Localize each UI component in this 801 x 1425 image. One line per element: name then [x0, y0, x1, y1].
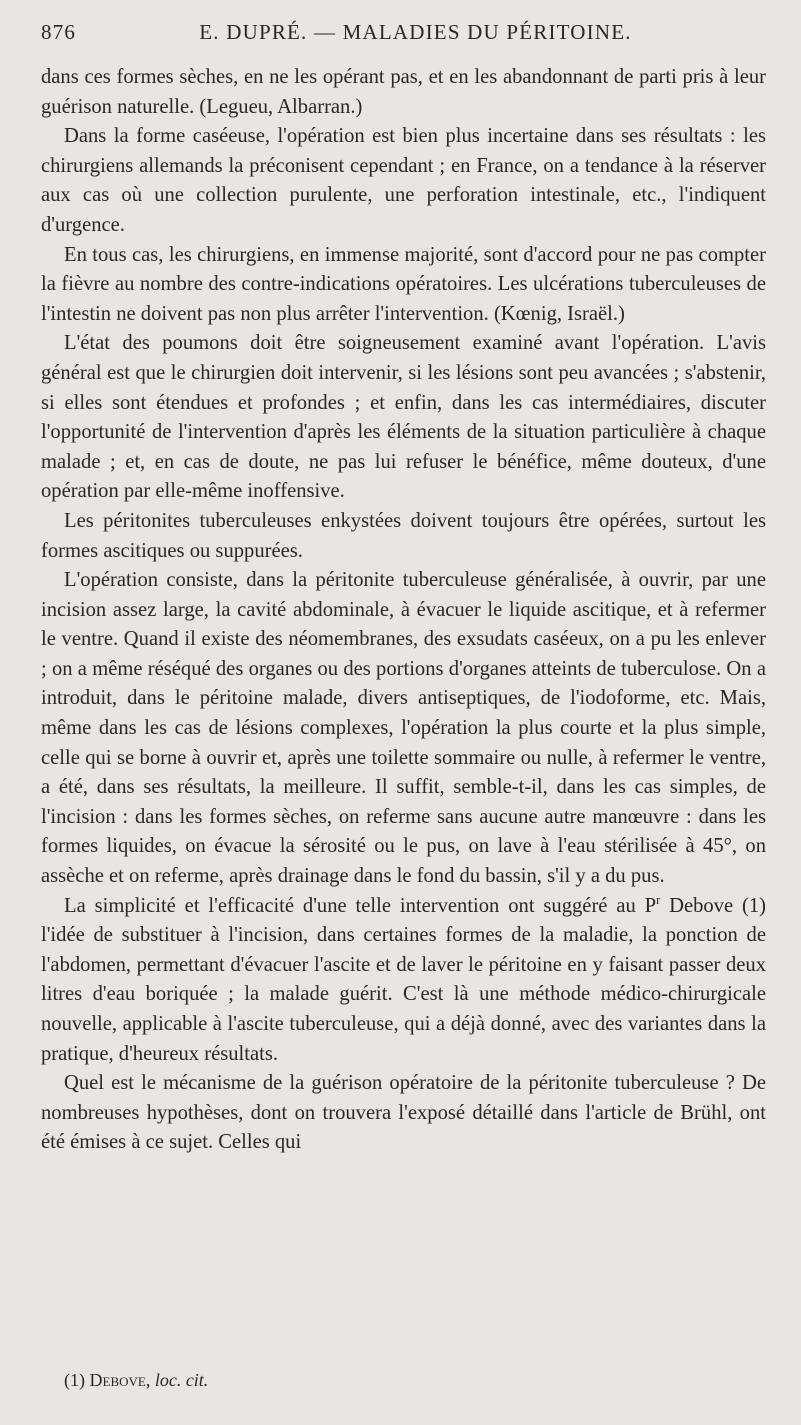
paragraph: Quel est le mécanisme de la guérison opératoire de la péritonite tuberculeuse ? De nombreuses hypothèses, dont on trouvera l'exposé détaillé dans l'article de Brühl, ont été émises à ce sujet. Celles qui: [41, 1072, 766, 1154]
running-title: E. DUPRÉ. — MALADIES DU PÉRITOINE.: [199, 20, 632, 44]
paragraph: Les péritonites tuberculeuses enkystées doivent toujours être opérées, surtout les formes ascitiques ou suppurées.: [41, 509, 766, 562]
paragraph: En tous cas, les chirurgiens, en immense majorité, sont d'accord pour ne pas compter la fièvre au nombre des contre-indications opératoires. Les ulcérations tuberculeuses de l'intestin ne doivent pas non plus arrêter l'intervention. (Kœnig, Israël.): [41, 243, 766, 325]
paragraph: dans ces formes sèches, en ne les opérant pas, et en les abandonnant de parti pris à leur guérison naturelle. (Legueu, Albarran.): [41, 66, 766, 118]
body-text: [41, 63, 766, 1158]
page-header: [41, 20, 766, 54]
footnote-author: Debove: [89, 1370, 146, 1390]
paragraph: Dans la forme caséeuse, l'opération est bien plus incertaine dans ses résultats : les chirurgiens allemands la préconisent cependant ; en France, on a tendance à la réserver aux cas où une collection purulente, une perforation intestinale, etc., l'indiquent d'urgence.: [41, 125, 766, 236]
paragraph: L'opération consiste, dans la péritonite tuberculeuse généralisée, à ouvrir, par une incision assez large, la cavité abdominale, à évacuer le liquide ascitique, et à refermer le ventre. Quand il existe des néomembranes, des exsudats caséeux, on a pu les enlever ; on a même réséqué des organes ou des portions d'organes atteints de tuberculose. On a introduit, dans le péritoine malade, divers antiseptiques, de l'iodoforme, etc. Mais, même dans les cas de lésions complexes, l'opération la plus courte et la plus simple, celle qui se borne à ouvrir et, après une toilette sommaire ou nulle, à refermer le ventre, a été, dans ses résultats, la meilleure. Il suffit, semble-t-il, dans les cas simples, de l'incision : dans les formes sèches, on referme sans aucune autre manœuvre : dans les formes liquides, on évacue la sérosité ou le pus, on lave à l'eau stérilisée à 45°, on assèche et on referme, après drainage dans le fond du bassin, s'il y a du pus.: [41, 569, 766, 888]
footnote-reference: loc. cit.: [154, 1370, 209, 1390]
page-number: 876: [41, 20, 77, 44]
paragraph: L'état des poumons doit être soigneusement examiné avant l'opération. L'avis général est que le chirurgien doit intervenir, si les lésions sont peu avancées ; s'abstenir, si elles sont étendues et profondes ; et enfin, dans les cas intermédiaires, discuter l'opportunité de l'intervention d'après les éléments de la situation particulière à chaque malade ; et, en cas de doute, ne pas lui refuser le bénéfice, même douteux, d'une opération par elle-même inoffensive.: [41, 332, 766, 503]
paragraph-text: Debove (1) l'idée de substituer à l'incision, dans certaines formes de la maladie, la ponction de l'abdomen, permettant d'évacuer l'ascite et de laver le péritoine en y faisant passer deux litres d'eau boriquée ; la malade guérit. C'est là une méthode médico-chirurgicale nouvelle, applicable à l'ascite tuberculeuse, qui a déjà donné, avec des variantes dans la pratique, d'heureux résultats.: [41, 894, 766, 1065]
footnote-marker: (1): [64, 1370, 85, 1390]
footnote: [64, 1370, 208, 1391]
paragraph-text: La simplicité et l'efficacité d'une telle intervention ont suggéré au P: [64, 894, 657, 917]
footnote-separator: ,: [145, 1370, 155, 1390]
superscript: r: [656, 892, 661, 907]
paragraph: [41, 892, 766, 1070]
